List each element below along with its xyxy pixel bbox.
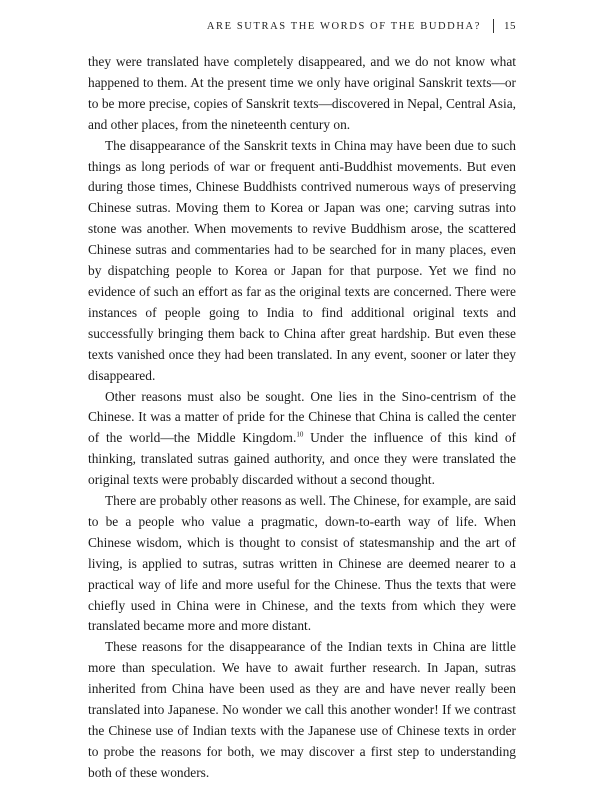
footnote-reference[interactable]: 10 bbox=[296, 430, 304, 439]
paragraph-4: There are probably other reasons as well. The Chinese, for example, are said to be a people who value a pragmatic, down-to-earth way of life. When Chinese wisdom, which is thought to consist of statesmanship and the art of living, is applied to sutras, sutras written in Chinese are deemed nearer to a practical way of life and more useful for the Chinese. Thus the texts that were chiefly used in China were in Chinese, and the texts from which they were translated became more and more distant. bbox=[88, 493, 516, 634]
paragraph-3 bbox=[88, 387, 516, 492]
paragraph-2: The disappearance of the Sanskrit texts in China may have been due to such things as long periods of war or frequent anti-Buddhist movements. But even during those times, Chinese Buddhists contrived numerous ways of preserving Chinese sutras. Moving them to Korea or Japan was one; carving sutras into stone was another. When movements to revive Buddhism arose, the scattered Chinese sutras and commentaries had to be searched for in many places, even by dispatching people to Korea or Japan for that purpose. Yet we find no evidence of such an effort as far as the original texts are concerned. There were instances of people going to India to find additional original texts and successfully bringing them back to China after great hardship. But even these texts vanished once they had been translated. In any event, sooner or later they disappeared. bbox=[88, 137, 516, 383]
running-head-title: ARE SUTRAS THE WORDS OF THE BUDDHA? bbox=[206, 20, 481, 32]
paragraph-3-text-before-note: Other reasons must also be sought. One lies in the Sino-centrism of the Chinese. It was a matter of pride for the Chinese that China is called the center of the world—the Middle Kingdom. bbox=[88, 388, 516, 446]
paragraph-3-text-after-note: Under the influence of this kind of thinking, translated sutras gained authority, and once they were translated the original texts were probably discarded without a second thought. bbox=[88, 430, 516, 488]
page-number: 15 bbox=[504, 20, 516, 32]
paragraph-1: they were translated have completely disappeared, and we do not know what happened to them. At the present time we only have original Sanskrit texts—or to be more precise, copies of Sanskrit texts—discovered in Nepal, Central Asia, and other places, from the nineteenth century on. bbox=[88, 54, 516, 132]
running-head-divider bbox=[493, 19, 494, 33]
running-head bbox=[88, 19, 516, 33]
body-text bbox=[88, 52, 516, 784]
paragraph-5: These reasons for the disappearance of the Indian texts in China are little more than speculation. We have to await further research. In Japan, sutras inherited from China have been used as they are and have never really been translated into Japanese. No wonder we call this another wonder! If we contrast the Chinese use of Indian texts with the Japanese use of Chinese texts in order to probe the reasons for both, we may discover a first step to understanding both of these wonders. bbox=[88, 639, 516, 780]
